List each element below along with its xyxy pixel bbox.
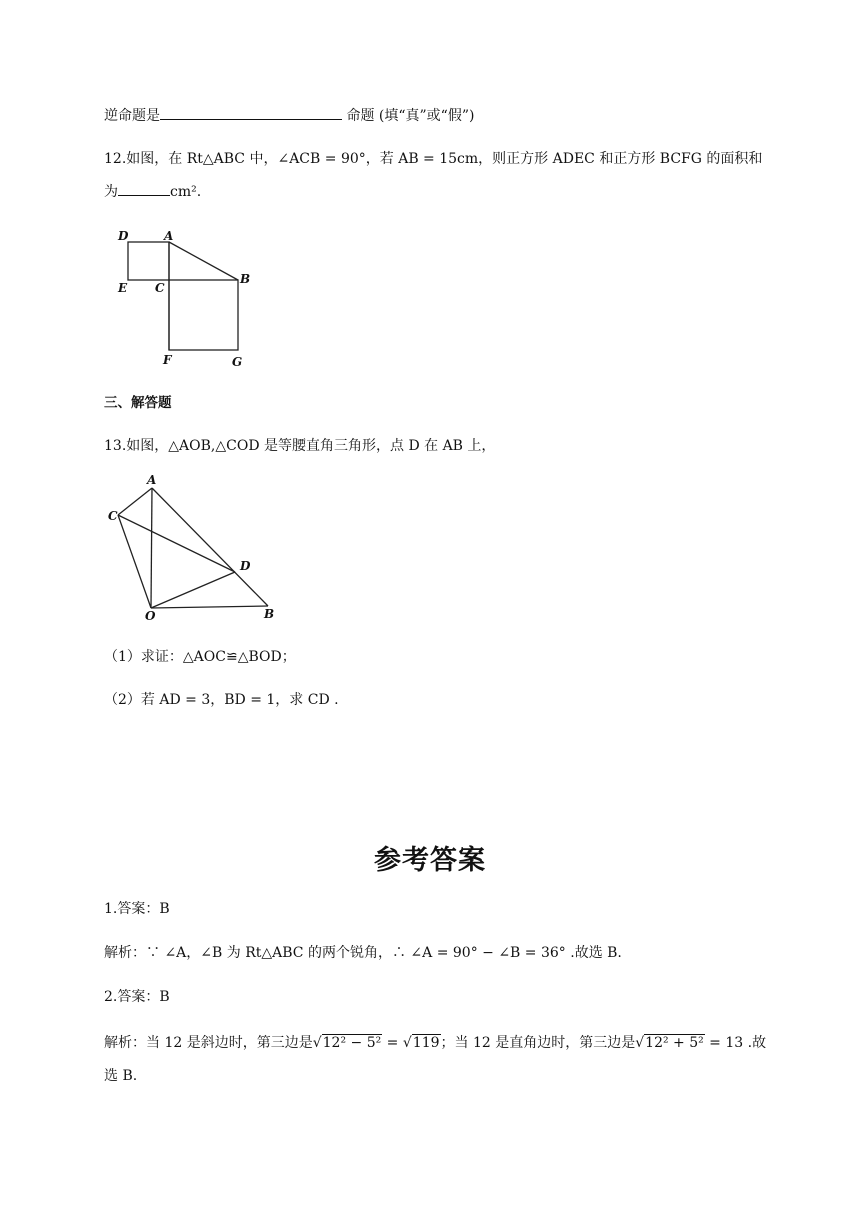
sqrt-symbol: √ (312, 1035, 322, 1051)
answer-blank[interactable] (118, 181, 170, 196)
label-d: D (240, 559, 251, 573)
sqrt-expr2: 119 (412, 1035, 440, 1051)
square-adec (128, 242, 169, 280)
label-a: A (147, 473, 157, 487)
label-b: B (264, 607, 275, 620)
q13-part2: （2）若 AD = 3，BD = 1，求 CD . (104, 692, 339, 708)
ans2-answer: 2.答案：B (104, 989, 170, 1005)
ans1-answer: 1.答案：B (104, 901, 170, 917)
q11-tail-after: 命题 (填“真”或“假”) (342, 108, 475, 124)
q12-line1: 12.如图，在 Rt△ABC 中，∠ACB = 90°，若 AB = 15cm，则正方形 ADEC 和正方形 BCFG 的面积和 (104, 151, 763, 167)
answers-title: 参考答案 (374, 845, 486, 876)
label-b: B (240, 272, 251, 286)
label-c: C (108, 509, 118, 523)
q11-tail-before: 逆命题是 (104, 108, 160, 124)
label-d: D (118, 229, 129, 243)
ans2-analysis-line2: 选 B. (104, 1068, 138, 1084)
q12-line2-after: cm². (170, 184, 202, 200)
segment-ab (152, 488, 268, 606)
sqrt-expr3: 12² + 5² (645, 1035, 704, 1051)
equals-2: = 13 .故 (704, 1035, 767, 1051)
section-heading: 三、解答题 (104, 395, 172, 411)
ans1-analysis: 解析：∵ ∠A，∠B 为 Rt△ABC 的两个锐角，∴ ∠A = 90° − ∠B = 36° .故选 B. (104, 945, 622, 961)
label-g: G (232, 355, 243, 369)
segment-ao (151, 488, 152, 608)
label-o: O (145, 609, 156, 620)
segment-ob (151, 606, 268, 608)
q13-figure (100, 470, 280, 620)
segment-ab (169, 242, 238, 280)
sqrt-symbol: √ (402, 1035, 412, 1051)
ans2-analysis-a: 解析：当 12 是斜边时，第三边是 (104, 1035, 313, 1051)
label-e: E (118, 281, 128, 295)
ans2-analysis-line1 (104, 1033, 766, 1053)
label-f: F (163, 353, 172, 367)
q12-line2 (104, 181, 201, 202)
label-a: A (164, 229, 174, 243)
sqrt-symbol: √ (635, 1035, 645, 1051)
ans2-analysis-b: ；当 12 是直角边时，第三边是 (440, 1035, 636, 1051)
square-bcfg (169, 280, 238, 350)
q12-figure (108, 225, 268, 375)
segment-ca (118, 488, 152, 515)
q13-line1: 13.如图，△AOB,△COD 是等腰直角三角形，点 D 在 AB 上， (104, 438, 496, 454)
q12-line2-before: 为 (104, 184, 118, 200)
sqrt-expr1: 12² − 5² (322, 1035, 382, 1051)
segment-od (151, 572, 235, 608)
q11-tail-line (104, 105, 474, 126)
answer-blank[interactable] (160, 105, 342, 120)
q13-part1: （1）求证：△AOC≌△BOD； (104, 649, 296, 665)
equals-1: = (382, 1035, 403, 1051)
label-c: C (155, 281, 165, 295)
